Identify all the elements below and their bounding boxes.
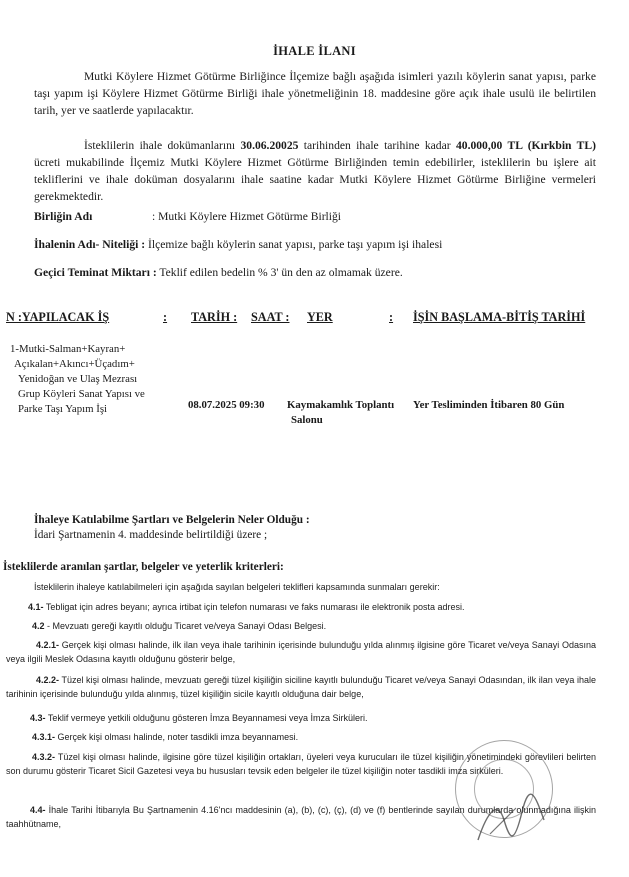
job-line: Parke Taşı Yapım İşi	[18, 403, 108, 415]
header-sep: :	[163, 310, 168, 324]
intro-paragraph: Mutki Köylere Hizmet Götürme Birliğince İlçemize bağlı aşağıda isimleri yazılı köylerin sanat yapısı, parke taşı yapım işi Köylere Hizmet Götürme Birliği ihale yönetmeliğinin 18. maddesine göre açık ihale usulü ile belirtilen tarih, yer ve saatlerde yapılacaktır.	[34, 70, 596, 117]
header-yer-sep: :	[389, 310, 394, 324]
item-number: 4.3-	[30, 713, 46, 723]
document-paragraph	[34, 137, 596, 205]
field-birlik-label: Birliğin Adı	[34, 210, 93, 223]
list-item	[32, 619, 594, 633]
field-ihale-value: İlçemize bağlı köylerin sanat yapısı, parke taşı yapım işi ihalesi	[148, 238, 443, 251]
field-teminat-label: Geçici Teminat Miktarı :	[34, 266, 157, 279]
job-place-line1: Kaymakamlık Toplantı	[287, 399, 395, 411]
job-date-time: 08.07.2025 09:30	[188, 399, 265, 411]
job-place-line2: Salonu	[291, 414, 323, 426]
job-description	[10, 342, 170, 417]
item-number: 4.3.2-	[32, 752, 56, 762]
item-number: 4.3.1-	[32, 732, 56, 742]
job-line: 1-Mutki-Salman+Kayran+	[10, 343, 126, 355]
doc-amount: 40.000,00 TL (Kırkbin TL)	[455, 139, 596, 152]
item-text: - Mevzuatı gereği kayıtlı olduğu Ticaret ve/veya Sanayi Odası Belgesi.	[44, 621, 327, 631]
item-text: Gerçek kişi olması halinde, noter tasdikli imza beyannamesi.	[55, 732, 299, 742]
conditions-heading: İhaleye Katılabilme Şartları ve Belgelerin Neler Olduğu :	[34, 514, 310, 526]
doc-date: 30.06.20025	[240, 139, 299, 152]
criteria-intro: İsteklilerin ihaleye katılabilmeleri için aşağıda sayılan belgeleri teklifleri kapsamında sunmaları gerekir:	[34, 582, 440, 592]
job-line: Grup Köyleri Sanat Yapısı ve	[18, 388, 145, 400]
doc-text-b: tarihinden ihale tarihine kadar	[298, 139, 456, 152]
item-text: Tebligat için adres beyanı; ayrıca irtibat için telefon numarası ve faks numarası ile elektronik posta adresi.	[43, 602, 465, 612]
item-number: 4.1-	[28, 602, 44, 612]
list-item	[30, 711, 592, 725]
item-text: İhale Tarihi İtibarıyla Bu Şartnamenin 4.16'ncı maddesinin (a), (b), (c), (ç), (d) ve (f) bentlerinde sayılan durumlarda olunmadığına ilişkin taahhütname,	[6, 805, 596, 829]
item-text: Teklif vermeye yetkili olduğunu gösteren İmza Beyannamesi veya İmza Sirküleri.	[45, 713, 368, 723]
list-item	[6, 673, 596, 701]
header-baslama-bitis: İŞİN BAŞLAMA-BİTİŞ TARİHİ	[413, 310, 586, 324]
item-text: Tüzel kişi olması halinde, mevzuatı gereği tüzel kişiliğin siciline kayıtlı bulunduğu Ticaret ve/veya Sanayi Odasından, ilk ilan veya ihale tarihinin içerisinde bulunduğu yılda alınmış, tüzel kişiliğin sicile kayıtlı olduğuna dair belge,	[6, 675, 596, 699]
field-birlik	[34, 210, 342, 223]
field-teminat-value: Teklif edilen bedelin % 3' ün den az olmamak üzere.	[156, 266, 403, 279]
header-tarih: TARİH :	[191, 310, 238, 324]
item-number: 4.2.1-	[36, 640, 60, 650]
list-item	[28, 600, 590, 614]
conditions-subheading: İdari Şartnamenin 4. maddesinde belirtildiği üzere ;	[34, 529, 268, 541]
job-line: Yenidoğan ve Ulaş Mezrası	[18, 373, 138, 385]
doc-text-a: İsteklilerin ihale dokümanlarını	[84, 139, 241, 152]
job-start-end: Yer Tesliminden İtibaren 80 Gün	[413, 399, 565, 411]
header-no-is: N :YAPILACAK İŞ	[6, 310, 110, 324]
item-text: Gerçek kişi olması halinde, ilk ilan veya ihale tarihinin içerisinde bulunduğu yılda alınmış ilgisine göre Ticaret ve/veya Sanayi Odasına veya ilgili Meslek Odasına kayıtlı olduğunu gösterir belge,	[6, 640, 596, 664]
job-line: Açıkalan+Akıncı+Üçadım+	[14, 358, 135, 370]
field-birlik-value: : Mutki Köylere Hizmet Götürme Birliği	[152, 210, 342, 223]
item-text: Tüzel kişi olması halinde, ilgisine göre tüzel kişiliğin ortakları, üyeleri veya kurucuları ile tüzel kişiliğin yönetimindeki görevlileri belirten son durumu gösterir Ticaret Sicil Gazetesi veya bu hususları tevsik eden belgeler ile tüzel kişiliğin noter tasdikli imza sirküleri.	[6, 752, 596, 776]
header-saat: SAAT :	[251, 310, 290, 324]
doc-text-c: ücreti mukabilinde İlçemiz Mutki Köylere Hizmet Götürme Birliğinden temin edebilirler, isteklilerin bu işlere ait tekliflerini ve ihale doküman dosyalarını ihale saatine kadar Mutki Köylere Hizmet Götürme Birliğine vermeleri gerekmektedir.	[34, 156, 596, 203]
field-teminat	[34, 266, 403, 279]
list-item	[6, 638, 596, 666]
item-number: 4.4-	[30, 805, 46, 815]
header-yer: YER	[307, 310, 333, 324]
field-ihale	[34, 238, 442, 251]
item-number: 4.2.2-	[36, 675, 60, 685]
item-number: 4.2	[32, 621, 45, 631]
page-title: İHALE İLANI	[273, 44, 356, 58]
field-ihale-label: İhalenin Adı- Niteliği :	[34, 238, 146, 251]
signature-icon	[470, 790, 550, 850]
criteria-heading: İsteklilerde aranılan şartlar, belgeler ve yeterlik kriterleri:	[3, 561, 284, 573]
